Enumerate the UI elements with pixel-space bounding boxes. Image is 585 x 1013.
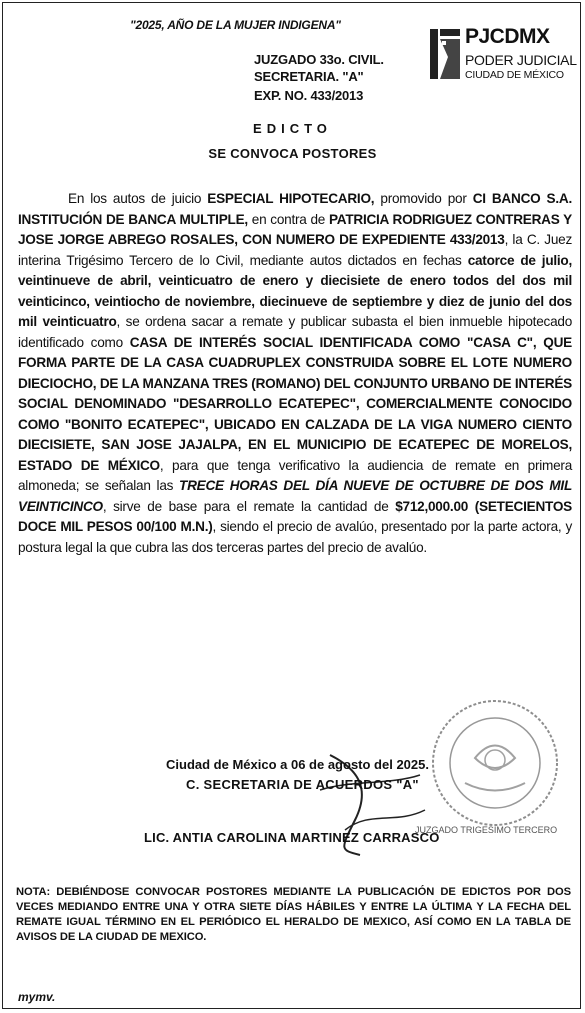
- signature-role: C. SECRETARIA DE ACUERDOS "A": [186, 777, 419, 792]
- document-subtitle: SE CONVOCA POSTORES: [208, 146, 377, 161]
- signatory-name: LIC. ANTIA CAROLINA MARTINEZ CARRASCO: [144, 830, 440, 845]
- signature-place-date: Ciudad de México a 06 de agosto del 2025.: [166, 757, 429, 772]
- publication-note: NOTA: DEBIÉNDOSE CONVOCAR POSTORES MEDIANTE LA PUBLICACIÓN DE EDICTOS POR DOS VECES MEDIANDO ENTRE UNA Y OTRA SIETE DÍAS HÁBILES Y ENTRE LA ÚLTIMA Y LA FECHA DEL REMATE IGUAL TÉRMINO EN EL PERIÓDICO EL HERALDO DE MEXICO, ASÍ COMO EN LA TABLA DE AVISOS DE LA CIUDAD DE MEXICO.: [16, 886, 571, 943]
- case-number: EXP. NO. 433/2013: [254, 88, 364, 103]
- seal-stamp-text: JUZGADO TRIGESIMO TERCERO: [415, 825, 558, 835]
- logo-line3: CIUDAD DE MÉXICO: [465, 69, 564, 81]
- document-title: EDICTO: [253, 121, 332, 136]
- logo-brand: PJCDMX: [465, 25, 550, 48]
- edict-body: En los autos de juicio ESPECIAL HIPOTECARIO, promovido por CI BANCO S.A. INSTITUCIÓN DE BANCA MULTIPLE, en contra de PATRICIA RODRIGUEZ CONTRERAS Y JOSE JORGE ABREGO ROSALES, CON NUMERO DE EXPEDIENTE 433/2013, la C. Juez interina Trigésimo Tercero de lo Civil, mediante autos dictados en fechas catorce de julio, veintinueve de abril, veinticuatro de enero y diecisiete de enero todos del dos mil veinticinco, veintiocho de noviembre, diecinueve de septiembre y diez de junio del dos mil veinticuatro, se ordena sacar a remate y publicar subasta el bien inmueble hipotecado identificado como CASA DE INTERÉS SOCIAL IDENTIFICADA COMO "CASA C", QUE FORMA PARTE DE LA CASA CUADRUPLEX CONSTRUIDA SOBRE EL LOTE NUMERO DIECIOCHO, DE LA MANZANA TRES (ROMANO) DEL CONJUNTO URBANO DE INTERÉS SOCIAL DENOMINADO "DESARROLLO ECATEPEC", COMERCIALMENTE CONOCIDO COMO "BONITO ECATEPEC", UBICADO EN CALZADA DE LA VIGA NUMERO CIENTO DIECISIETE, SAN JOSE JAJALPA, EN EL MUNICIPIO DE ECATEPEC DE MORELOS, ESTADO DE MÉXICO, para que tenga verificativo la audiencia de remate en primera almoneda; se señalan las TRECE HORAS DEL DÍA NUEVE DE OCTUBRE DE DOS MIL VEINTICINCO, sirve de base para el remate la cantidad de $712,000.00 (SETECIENTOS DOCE MIL PESOS 00/100 M.N.), siendo el precio de avalúo, presentado por la parte actora, y postura legal la que cubra las dos terceras partes del precio de avalúo.: [18, 191, 573, 555]
- year-motto: "2025, AÑO DE LA MUJER INDIGENA": [130, 18, 341, 32]
- logo-line2: PODER JUDICIAL: [465, 52, 577, 68]
- pjcdmx-logo: [428, 25, 578, 83]
- secretaria-label: SECRETARIA. "A": [254, 69, 364, 84]
- court-name: JUZGADO 33o. CIVIL.: [254, 52, 384, 67]
- court-emblem-icon: [428, 27, 462, 81]
- typist-initials: mymv.: [18, 990, 56, 1004]
